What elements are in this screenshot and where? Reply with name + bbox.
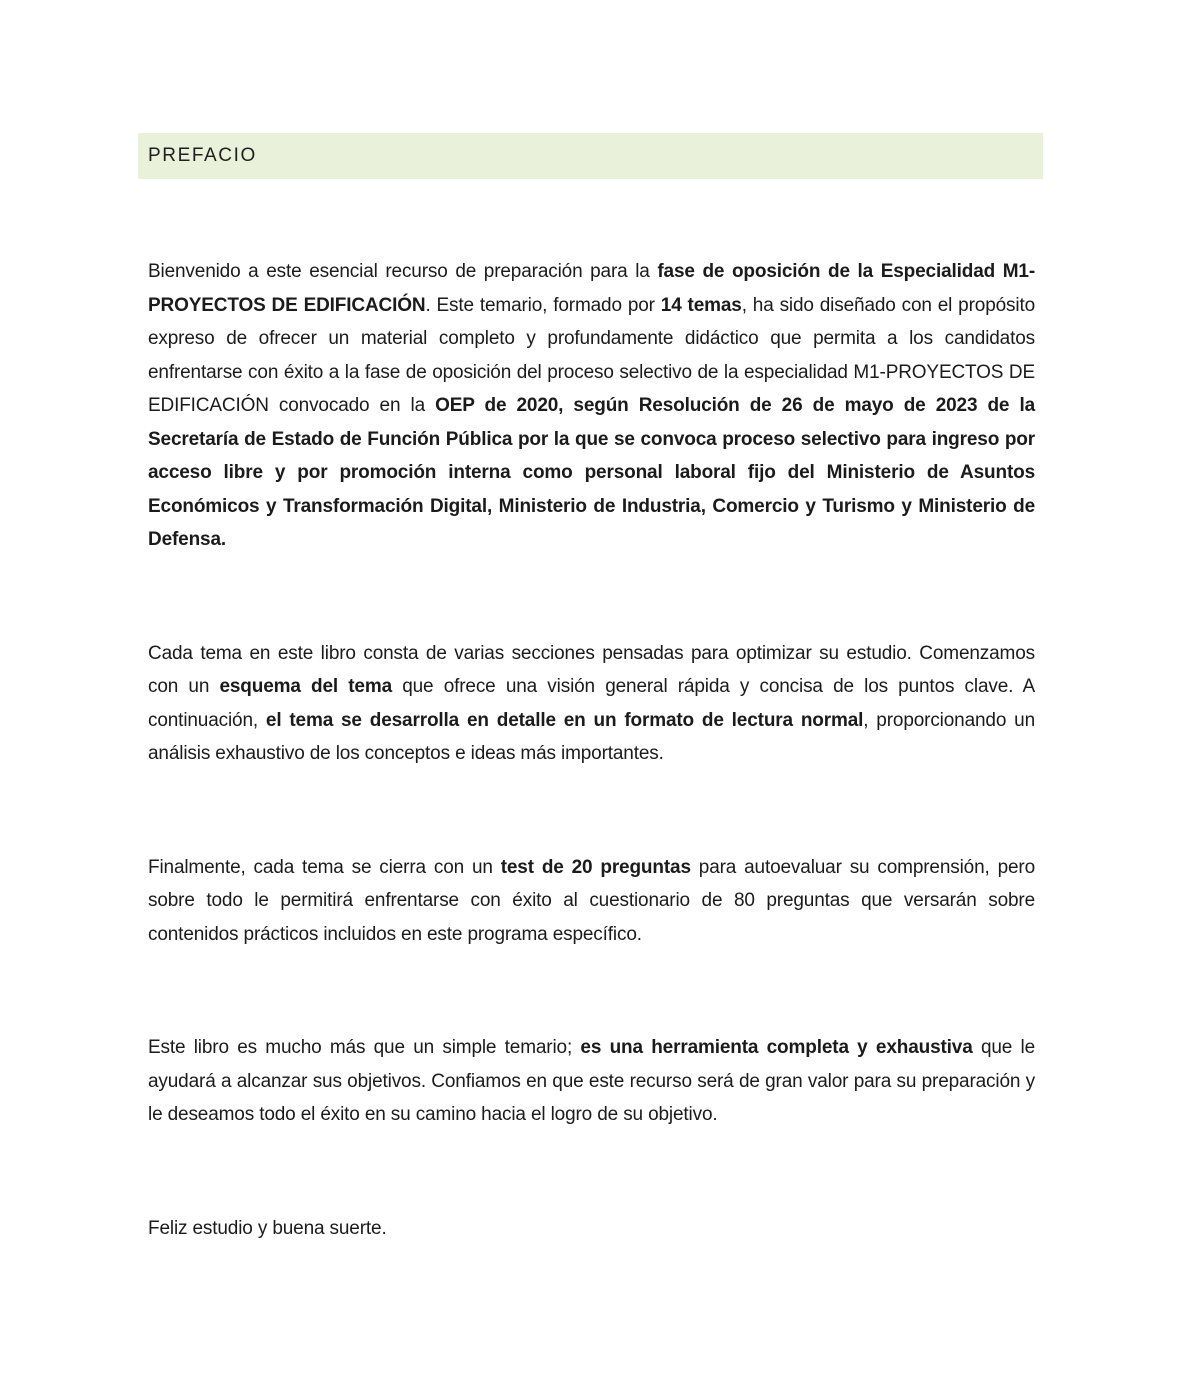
text-run: Este libro es mucho más que un simple temario; <box>148 1037 581 1058</box>
text-run: Finalmente, cada tema se cierra con un <box>148 856 501 878</box>
text-run: Cada tema en este libro consta de varias secciones pensadas para optimizar su estudio. Comenzamos con un <box>148 642 1035 697</box>
paragraph-test <box>148 851 1035 952</box>
text-run-bold: es una herramienta completa y exhaustiva <box>580 1037 973 1058</box>
text-run: Bienvenido a este esencial recurso de preparación para la <box>148 261 658 282</box>
text-run-bold: el tema se desarrolla en detalle en un formato de lectura normal <box>265 709 864 731</box>
text-run: que le ayudará a alcanzar sus objetivos. Confiamos en que este recurso será de gran valor para su preparación y le deseamos todo el éxito en su camino hacia el logro de su objetivo. <box>148 1037 1035 1125</box>
text-run-bold: 14 temas <box>660 294 742 316</box>
document-body <box>148 255 1035 1245</box>
paragraph-structure <box>148 637 1035 771</box>
text-run: , proporcionando un análisis exhaustivo de los conceptos e ideas más importantes. <box>148 709 1035 764</box>
text-run-bold: esquema del tema <box>219 676 392 697</box>
text-run-bold: fase de oposición de la Especialidad M1-PROYECTOS DE EDIFICACIÓN <box>148 261 1036 316</box>
paragraph-value <box>148 1031 1035 1132</box>
text-run: , ha sido diseñado con el propósito expreso de ofrecer un material completo y profundamente didáctico que permita a los candidatos enfrentarse con éxito a la fase de oposición del proceso selectivo de la especialidad M1-PROYECTOS DE EDIFICACIÓN convocado en la <box>148 294 1035 416</box>
text-run: . Este temario, formado por <box>425 294 661 316</box>
text-run: Feliz estudio y buena suerte. <box>148 1217 387 1239</box>
preface-heading-text: PREFACIO <box>148 145 257 166</box>
text-run-bold: OEP de 2020, según Resolución de 26 de mayo de 2023 de la Secretaría de Estado de Función Pública por la que se convoca proceso selectivo para ingreso por acceso libre y por promoción interna como personal laboral fijo del Ministerio de Asuntos Económicos y Transformación Digital, Ministerio de Industria, Comercio y Turismo y Ministerio de Defensa. <box>148 395 1035 550</box>
text-run: que ofrece una visión general rápida y concisa de los puntos clave. A continuación, <box>148 676 1035 731</box>
text-run-bold: test de 20 preguntas <box>500 856 691 878</box>
preface-heading-bar <box>138 133 1043 179</box>
text-run: para autoevaluar su comprensión, pero sobre todo le permitirá enfrentarse con éxito al cuestionario de 80 preguntas que versarán sobre contenidos prácticos incluidos en este programa específico. <box>148 856 1035 945</box>
paragraph-farewell <box>148 1212 1035 1246</box>
paragraph-intro <box>148 255 1035 557</box>
